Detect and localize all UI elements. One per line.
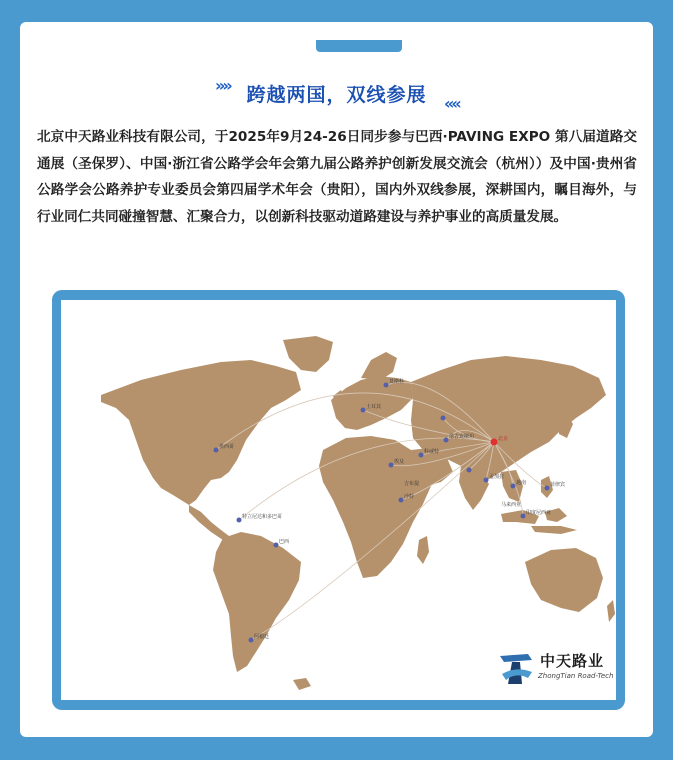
pin-icon: [274, 543, 279, 548]
road-logo-icon: [498, 650, 536, 686]
pin-icon: [467, 468, 472, 473]
pin-icon: [545, 486, 550, 491]
map-label: 墨西哥: [219, 444, 235, 450]
content-card: [20, 22, 653, 737]
pin-icon: [511, 484, 516, 489]
pin-icon: [399, 498, 404, 503]
chevron-right-icon: »»: [215, 76, 230, 95]
pin-icon: [444, 438, 449, 443]
map-label: 马来西亚: [501, 502, 522, 508]
map-label: 土耳其: [366, 404, 382, 410]
map-label: 沙特: [404, 494, 415, 500]
map-label: 吉布提: [404, 481, 420, 487]
chevron-left-icon: ««: [444, 94, 459, 113]
map-label: 北京: [498, 436, 509, 442]
pin-icon: [484, 478, 489, 483]
map-label: 阿根廷: [254, 634, 270, 640]
map-label: 印度尼西亚: [526, 510, 552, 516]
map-label: 塔吉克斯坦: [449, 434, 475, 440]
logo-name: 中天路业: [540, 652, 605, 670]
logo-subtitle: ZhongTian Road-Tech: [538, 672, 614, 680]
map-label: 菲律宾: [550, 482, 566, 488]
map-label: 孟加拉: [489, 474, 505, 480]
pin-icon: [249, 638, 254, 643]
map-label: 巴西: [279, 539, 290, 545]
map-label: 莫斯科: [389, 379, 405, 385]
map-label: 埃及: [394, 459, 405, 465]
pin-icon: [361, 408, 366, 413]
world-map: [61, 300, 616, 700]
hub-pin-icon: [491, 439, 498, 446]
pin-icon: [441, 416, 446, 421]
pin-icon: [237, 518, 242, 523]
card-top-tab: [316, 40, 402, 52]
world-map-svg: [61, 300, 616, 700]
intro-paragraph: 北京中天路业科技有限公司，于2025年9月24-26日同步参与巴西·PAVING EXPO 第八届道路交通展（圣保罗）、中国·浙江省公路学会年会第九届公路养护创新发展交流会（杭州））及中国·贵州省公路学会公路养护专业委员会第四届学术年会（贵阳），国内外双线参展，深耕国内，瞩目海外，与行业同仁共同碰撞智慧、汇聚合力，以创新科技驱动道路建设与养护事业的高质量发展。: [37, 129, 637, 225]
map-label: 特立尼达和多巴哥: [242, 514, 283, 520]
heading: [20, 76, 653, 120]
page-title: 跨越两国，双线参展: [246, 84, 427, 106]
pin-icon: [521, 514, 526, 519]
pin-icon: [419, 453, 424, 458]
pin-icon: [384, 383, 389, 388]
map-label: 科威特: [424, 449, 440, 455]
pin-icon: [214, 448, 219, 453]
pin-icon: [389, 463, 394, 468]
map-frame: [52, 290, 625, 710]
map-label: 越南: [516, 480, 527, 486]
company-logo: [498, 650, 616, 690]
